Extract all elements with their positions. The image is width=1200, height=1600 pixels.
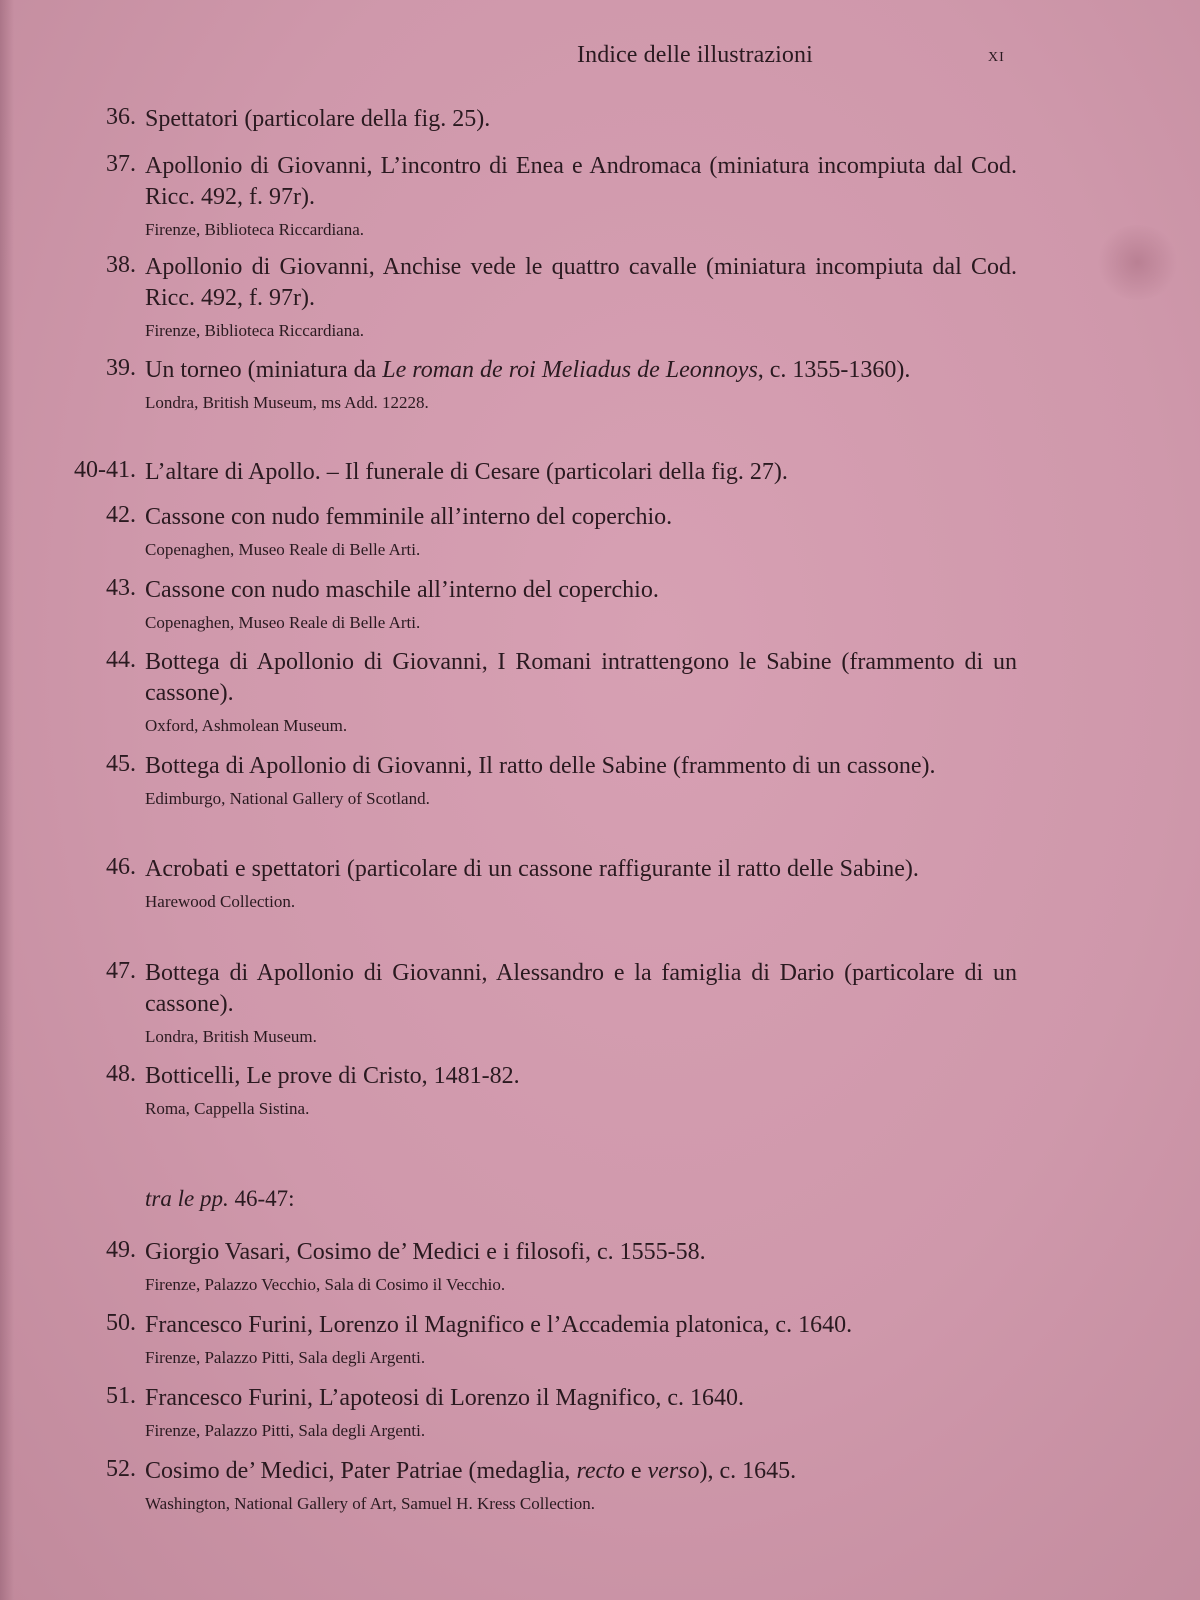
figure-title [145,575,1017,635]
figure-number: 36. [106,104,136,130]
figure-location: Copenaghen, Museo Reale di Belle Arti. [145,540,421,559]
figure-title-text: Acrobati e spettatori (particolare di un cassone raffigurante il ratto delle Sabine). [145,856,919,882]
figure-number: 52. [106,1456,136,1482]
figure-title-text: Cosimo de’ Medici, Pater Patriae (medaglia, [145,1458,577,1484]
figure-title [145,647,1017,738]
figure-location: Firenze, Biblioteca Riccardiana. [145,321,365,340]
figure-location: Oxford, Ashmolean Museum. [145,716,348,735]
figure-title [145,1383,1017,1443]
figure-title [145,252,1017,343]
figure-location: Londra, British Museum, ms Add. 12228. [145,393,429,412]
figure-location: Harewood Collection. [145,892,296,911]
running-title: Indice delle illustrazioni [577,42,813,68]
figure-title [145,854,1017,914]
figure-title [145,151,1017,242]
figure-number: 46. [106,854,136,880]
figure-title-text: Francesco Furini, Lorenzo il Magnifico e l’Accademia platonica, c. 1640. [145,1312,853,1338]
figure-title-text: Bottega di Apollonio di Giovanni, Alessandro e la famiglia di Dario (particolare di un cassone). [145,960,1017,1017]
figure-title-text: Giorgio Vasari, Cosimo de’ Medici e i filosofi, c. 1555-58. [145,1239,706,1265]
subheading-italic: tra le pp. [145,1186,229,1211]
figure-title-text: Cassone con nudo femminile all’interno del coperchio. [145,504,673,530]
figure-location: Firenze, Biblioteca Riccardiana. [145,220,365,239]
figure-title-text: Apollonio di Giovanni, L’incontro di Enea e Andromaca (miniatura incompiuta dal Cod. Ricc. 492, f. 97r). [145,153,1017,210]
figure-title-text: , c. 1355-1360). [757,357,911,383]
figure-title [145,1456,1017,1516]
figure-number: 45. [106,751,136,777]
figure-number: 50. [106,1310,136,1336]
figure-number: 38. [106,252,136,278]
subheading-pages: 46-47: [228,1186,295,1211]
figure-title-text: e [624,1458,648,1484]
figure-title [145,1061,1017,1121]
figure-location: Washington, National Gallery of Art, Samuel H. Kress Collection. [145,1494,595,1513]
figure-title-text: L’altare di Apollo. – Il funerale di Cesare (particolari della fig. 27). [145,459,788,485]
figure-location: Firenze, Palazzo Pitti, Sala degli Argenti. [145,1348,426,1367]
figure-title-text: Francesco Furini, L’apoteosi di Lorenzo il Magnifico, c. 1640. [145,1385,744,1411]
figure-title-italic: recto [576,1458,625,1484]
figure-number: 39. [106,355,136,381]
figure-title [145,502,1017,562]
figure-location: Roma, Cappella Sistina. [145,1099,310,1118]
figure-title-text: Cassone con nudo maschile all’interno del coperchio. [145,577,659,603]
figure-title-text: ), c. 1645. [699,1458,797,1484]
figure-title [145,104,1017,135]
figure-number: 48. [106,1061,136,1087]
page-number: xi [988,44,1005,66]
figure-number: 49. [106,1237,136,1263]
figure-number: 44. [106,647,136,673]
figure-title [145,457,1017,488]
section-subheading [145,1186,295,1212]
figure-title [145,355,1017,415]
paper-stain [1095,225,1180,300]
figure-title-text: Un torneo (miniatura da [145,357,383,383]
figure-location: Firenze, Palazzo Vecchio, Sala di Cosimo il Vecchio. [145,1275,506,1294]
figure-title-text: Bottega di Apollonio di Giovanni, I Romani intrattengono le Sabine (frammento di un cassone). [145,649,1017,706]
figure-title-text: Botticelli, Le prove di Cristo, 1481-82. [145,1063,520,1089]
figure-number: 42. [106,502,136,528]
figure-title-italic: verso [647,1458,700,1484]
figure-number: 47. [106,958,136,984]
figure-title-text: Bottega di Apollonio di Giovanni, Il ratto delle Sabine (frammento di un cassone). [145,753,936,779]
page-edge-shadow [0,0,14,1600]
figure-number: 40-41. [74,457,136,483]
figure-number: 37. [106,151,136,177]
figure-location: Firenze, Palazzo Pitti, Sala degli Argenti. [145,1421,426,1440]
figure-number: 43. [106,575,136,601]
figure-title-text: Spettatori (particolare della fig. 25). [145,106,491,132]
figure-location: Edimburgo, National Gallery of Scotland. [145,789,430,808]
figure-title [145,958,1017,1049]
figure-title [145,751,1017,811]
figure-title-italic: Le roman de roi Meliadus de Leonnoys [382,357,758,383]
figure-location: Londra, British Museum. [145,1027,317,1046]
figure-title [145,1310,1017,1370]
figure-number: 51. [106,1383,136,1409]
figure-title [145,1237,1017,1297]
figure-title-text: Apollonio di Giovanni, Anchise vede le quattro cavalle (miniatura incompiuta dal Cod. Ricc. 492, f. 97r). [145,254,1017,311]
figure-location: Copenaghen, Museo Reale di Belle Arti. [145,613,421,632]
